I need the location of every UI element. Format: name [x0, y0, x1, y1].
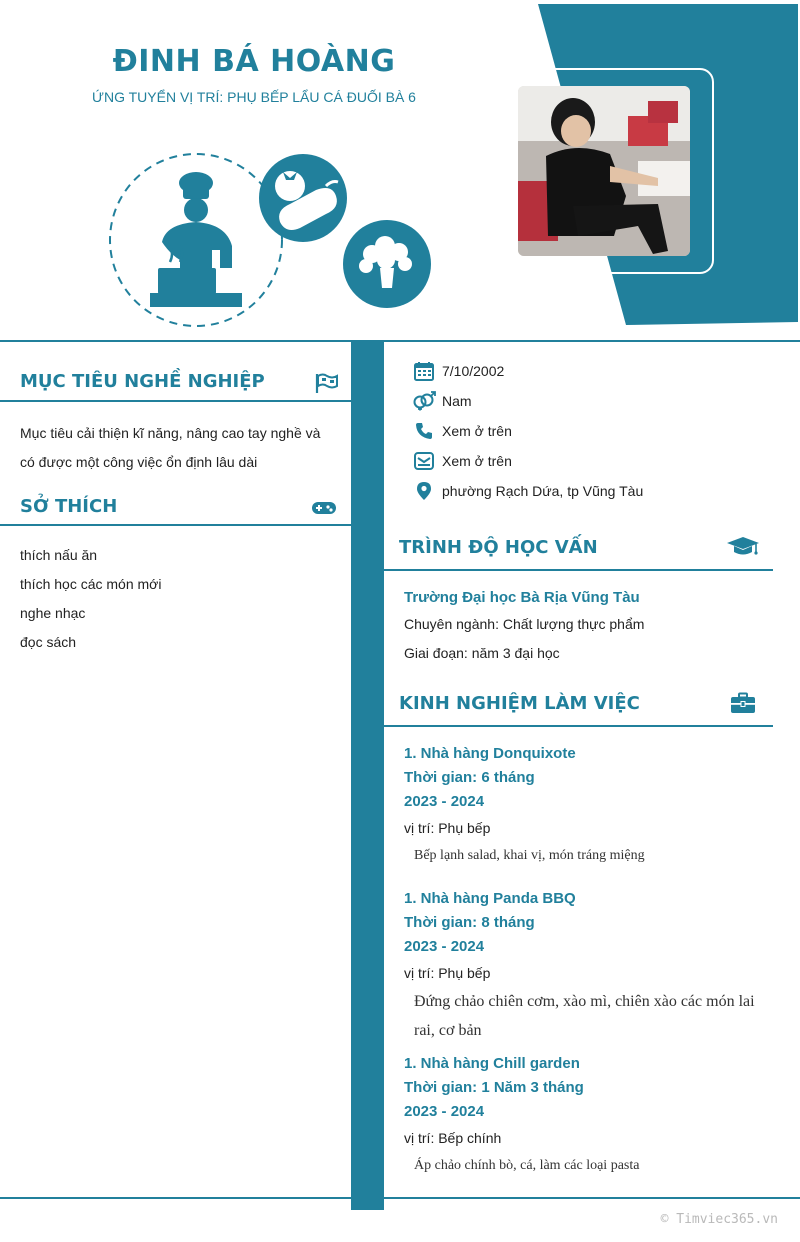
education-period: Giai đoạn: năm 3 đại học — [404, 645, 560, 661]
hobby-item: nghe nhạc — [20, 605, 86, 621]
objective-underline — [0, 400, 351, 402]
applied-position: ỨNG TUYỂN VỊ TRÍ: PHỤ BẾP LẨU CÁ ĐUỐI BÀ 6 — [92, 89, 416, 105]
watermark: © Timviec365.vn — [660, 1212, 778, 1227]
job-company: 1. Nhà hàng Chill garden — [404, 1055, 580, 1072]
job-duration: Thời gian: 1 Năm 3 tháng — [404, 1079, 584, 1096]
footer-divider — [0, 1197, 800, 1199]
job-company: 1. Nhà hàng Donquixote — [404, 745, 576, 762]
gender-icon — [412, 390, 436, 412]
hobbies-underline — [0, 524, 351, 526]
chef-cooking-icon — [150, 172, 242, 307]
job-description: Áp chảo chính bò, cá, làm các loại pasta — [414, 1158, 640, 1173]
calendar-icon — [412, 360, 436, 382]
phone-row — [412, 419, 512, 443]
address-value: phường Rạch Dứa, tp Vũng Tàu — [442, 483, 644, 499]
job-years: 2023 - 2024 — [404, 793, 485, 810]
profile-photo — [518, 86, 690, 256]
gender-value: Nam — [442, 393, 472, 409]
map-pin-icon — [412, 480, 436, 502]
objective-line-1: Mục tiêu cải thiện kĩ năng, nâng cao tay nghề và — [20, 425, 321, 441]
objective-line-2: có được một công việc ổn định lâu dài — [20, 454, 258, 470]
experience-title: KINH NGHIỆM LÀM VIỆC — [399, 693, 640, 714]
job-description: Bếp lạnh salad, khai vị, món tráng miệng — [414, 848, 645, 863]
job-description: Đứng chảo chiên cơm, xào mì, chiên xào các món lai — [414, 993, 755, 1010]
job-role: vị trí: Phụ bếp — [404, 965, 491, 981]
job-years: 2023 - 2024 — [404, 938, 485, 955]
job-duration: Thời gian: 8 tháng — [404, 914, 535, 931]
flag-icon — [314, 372, 340, 394]
address-row — [412, 479, 643, 503]
briefcase-icon — [730, 692, 756, 714]
tomato-eggplant-icon — [259, 154, 347, 242]
hobby-item: đọc sách — [20, 634, 77, 650]
chef-illustration — [100, 150, 440, 330]
objective-title: MỤC TIÊU NGHỀ NGHIỆP — [20, 371, 265, 392]
hobbies-title: SỞ THÍCH — [20, 496, 118, 517]
email-icon — [412, 450, 436, 472]
job-years: 2023 - 2024 — [404, 1103, 485, 1120]
job-role: vị trí: Bếp chính — [404, 1130, 502, 1146]
graduation-cap-icon — [726, 535, 760, 559]
column-divider — [351, 342, 384, 1210]
hobby-item: thích học các món mới — [20, 576, 162, 592]
gender-row — [412, 389, 472, 413]
dob-row — [412, 359, 504, 383]
dob-value: 7/10/2002 — [442, 363, 505, 379]
education-major: Chuyên ngành: Chất lượng thực phẩm — [404, 616, 645, 632]
education-underline — [384, 569, 773, 571]
header-divider — [0, 340, 800, 342]
candidate-name: ĐINH BÁ HOÀNG — [112, 44, 396, 79]
job-role: vị trí: Phụ bếp — [404, 820, 491, 836]
gamepad-icon — [311, 497, 337, 519]
phone-icon — [412, 420, 436, 442]
email-row — [412, 449, 512, 473]
job-duration: Thời gian: 6 tháng — [404, 769, 535, 786]
education-title: TRÌNH ĐỘ HỌC VẤN — [399, 537, 598, 558]
school-name: Trường Đại học Bà Rịa Vũng Tàu — [404, 589, 640, 606]
hobby-item: thích nấu ăn — [20, 547, 98, 563]
job-company: 1. Nhà hàng Panda BBQ — [404, 890, 576, 907]
broccoli-icon — [343, 220, 431, 308]
phone-value: Xem ở trên — [442, 423, 512, 439]
email-value: Xem ở trên — [442, 453, 512, 469]
experience-underline — [384, 725, 773, 727]
job-description-cont: rai, cơ bản — [414, 1022, 482, 1039]
